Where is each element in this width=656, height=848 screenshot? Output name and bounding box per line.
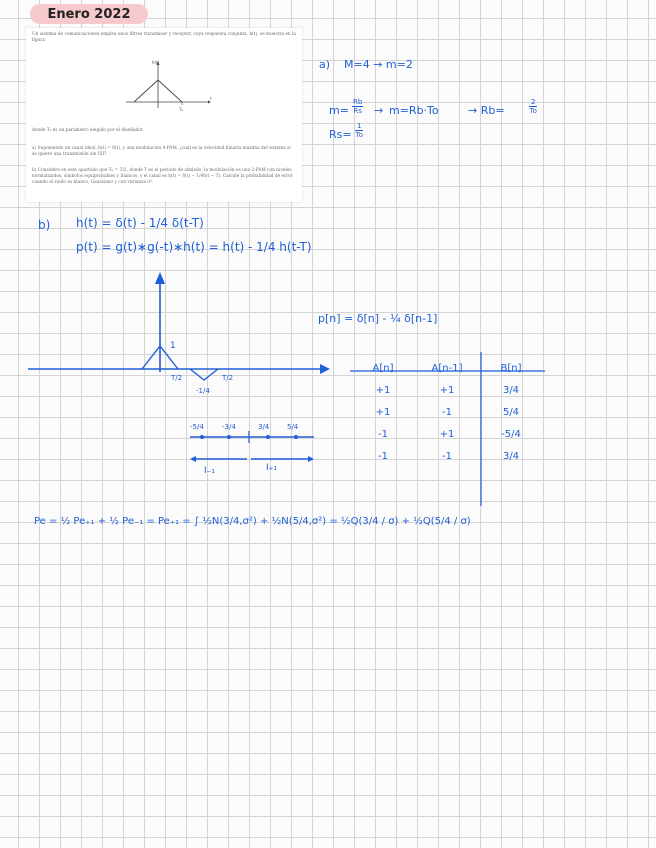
table-cell: 3/4	[502, 450, 520, 462]
graph-label-quarter: -1/4	[196, 387, 210, 395]
table-cell: -1	[442, 450, 452, 462]
axis-tick-3: 3/4	[258, 423, 270, 431]
table-cell: -1	[378, 450, 388, 462]
table-cell: +1	[439, 384, 455, 396]
part-a-m: m=	[329, 104, 349, 117]
table-header-cell: A[n-1]	[431, 362, 463, 374]
part-a-m2: m=Rb·To	[389, 104, 439, 117]
fig-label-t0: T₀	[179, 107, 184, 112]
table-cell: +1	[375, 406, 391, 418]
table-header-row	[352, 357, 542, 379]
graph-y-arrow	[155, 272, 165, 284]
part-a-label: a)	[319, 58, 331, 71]
graph-label-one: 1	[170, 341, 176, 351]
problem-part-b: b) Considere en este apartado que T₀ = T/2, donde T es el periodo de símbolo, la modulación es una 2-PAM con niveles normalizados, símbolos equiprobables y blancos, y el canal es h(t) = δ(t) − 1/4δ(t − T). Calcule la probabilidad de error cuando el ruido es blanco, Gaussiano y con varianza σ².	[32, 168, 293, 185]
part-a-arrow: →	[374, 104, 384, 117]
fig-label-h: h(t)	[152, 60, 160, 65]
fraction-rb: Rb	[353, 98, 363, 106]
part-a-line1: M=4 → m=2	[344, 58, 413, 71]
error-probability: Pe = ½ Pe₊₁ + ½ Pe₋₁ = Pe₊₁ = ∫ ½N(3/4,σ²) + ½N(5/4,σ²) = ½Q(3/4 / σ) + ½Q(5/4 / σ)	[34, 516, 471, 527]
decision-point	[200, 435, 204, 439]
fig-label-t: t	[210, 96, 212, 101]
part-b-label: b)	[38, 218, 51, 232]
table-cell: +1	[375, 384, 391, 396]
graph-x-arrow	[320, 364, 330, 374]
fraction-one: 1	[357, 122, 362, 130]
table-cell: 5/4	[502, 406, 520, 418]
axis-tick-1: -5/4	[190, 423, 204, 431]
date-tag: Enero 2022	[30, 4, 148, 24]
fraction-rs: Rs	[353, 107, 362, 115]
decision-point	[294, 435, 298, 439]
pulse-echo	[190, 369, 218, 380]
table-row	[352, 379, 542, 401]
symbol-table	[352, 357, 542, 467]
graph-label-t2-left: T/2	[171, 374, 183, 382]
region-left-label: I₋₁	[204, 466, 216, 476]
table-header-cell: B[n]	[500, 362, 522, 374]
table-cell: +1	[439, 428, 455, 440]
problem-note: donde T₀ es un parámetro elegido por el diseñador.	[32, 128, 144, 133]
graph-label-t2-right: T/2	[222, 374, 234, 382]
table-cell: -1	[442, 406, 452, 418]
part-b-h: h(t) = δ(t) - 1/4 δ(t-T)	[76, 216, 204, 230]
fraction-to: To	[529, 107, 537, 115]
table-cell: 3/4	[502, 384, 520, 396]
decision-point	[227, 435, 231, 439]
problem-part-a: a) Suponiendo un canal ideal, h(t) = δ(t), y una modulación 4-PAM, ¿cuál es la velocidad binaria máxima del sistema si se quiere una transmisión sin ISI?	[32, 146, 291, 157]
table-row	[352, 423, 542, 445]
table-cell: -5/4	[501, 428, 521, 440]
axis-tick-2: -3/4	[222, 423, 236, 431]
decision-point	[266, 435, 270, 439]
table-row	[352, 401, 542, 423]
discrete-pulse: p[n] = δ[n] - ¼ δ[n-1]	[318, 312, 438, 325]
part-a-rs-eq: Rs=	[329, 128, 352, 141]
table-header-cell: A[n]	[372, 362, 394, 374]
problem-intro: Un sistema de comunicaciones emplea unos filtros transmisor y receptor, cuya respuesta conjunta, h(t), se muestra en la figura	[32, 32, 296, 43]
table-row	[352, 445, 542, 467]
axis-tick-4: 5/4	[287, 423, 299, 431]
part-b-p: p(t) = g(t)∗g(-t)∗h(t) = h(t) - 1/4 h(t-T)	[76, 240, 312, 254]
region-right-label: I₊₁	[266, 463, 278, 473]
fraction-to-2: To	[355, 131, 363, 139]
part-a-rb2: → Rb=	[468, 104, 505, 117]
table-cell: -1	[378, 428, 388, 440]
fraction-two: 2	[531, 98, 536, 106]
